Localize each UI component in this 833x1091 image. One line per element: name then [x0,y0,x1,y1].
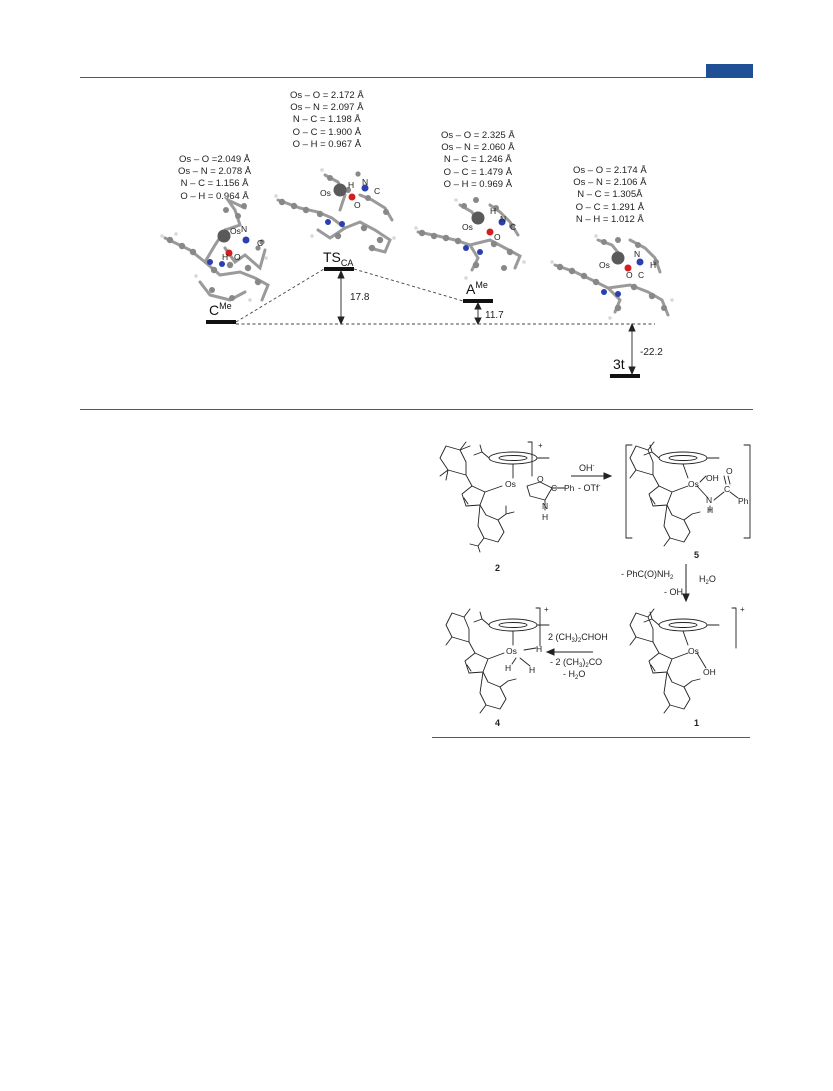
bond-table-cme: Os – O =2.049 Å Os – N = 2.078 Å N – C = 1.156 Å O – H = 0.964 Å [178,154,252,202]
compound-label-4: 4 [495,718,501,728]
svg-text:H: H [505,663,512,673]
scheme-rule [432,737,750,738]
svg-text:H: H [529,665,536,675]
svg-text:Ph: Ph [564,483,575,493]
svg-text:O: O [626,270,633,280]
cond-oh: OH- [579,463,595,473]
cond-h2o: $H_2O$ [699,574,716,586]
svg-text:Os: Os [320,188,331,198]
svg-text:H: H [536,644,543,654]
svg-text:H: H [707,505,714,515]
svg-text:C: C [551,483,558,493]
svg-text:N: N [542,501,549,511]
svg-text:C: C [257,238,264,248]
svg-text:Os: Os [688,479,699,489]
energy-tsca: 17.8 [350,292,370,303]
charge-1: + [740,605,745,614]
cond-ipa: 2 $(CH_3)_2CHOH$ [548,632,608,644]
svg-text:O: O [494,232,501,242]
svg-text:H: H [490,206,497,216]
compound-label-5: 5 [694,550,700,560]
svg-text:H: H [650,260,657,270]
label-3t: 3t [613,356,625,372]
svg-text:Os: Os [462,222,473,232]
label-tsca: $TS_{CA}$ [323,249,354,268]
compound-2-structure [440,442,565,552]
compound-4-structure [446,608,549,713]
svg-text:N: N [634,249,641,259]
svg-text:Os: Os [599,260,610,270]
svg-text:N: N [706,495,713,505]
svg-text:Os: Os [505,479,516,489]
compound-5-structure [626,442,750,546]
svg-text:Os: Os [230,226,241,236]
compound-1-structure [630,608,736,713]
svg-text:Os: Os [506,646,517,656]
cond-oh-loss: - OH [664,587,683,597]
svg-text:OH: OH [703,667,716,677]
svg-text:C: C [724,484,731,494]
svg-text:C: C [510,222,517,232]
energy-ame: 11.7 [485,310,504,321]
charge-4: + [544,605,549,614]
cond-phconh2: - $PhC(O)NH_2$ [621,569,674,581]
cond-acetone: - 2 $(CH_3)_2CO$ [550,657,603,669]
svg-text:N: N [362,177,369,187]
svg-text:O: O [354,200,361,210]
svg-text:O: O [537,474,544,484]
label-cme: $C^{Me}$ [209,301,232,318]
svg-text:O: O [234,252,241,262]
compound-label-1: 1 [694,718,700,728]
label-ame: $A^{Me}$ [466,280,488,297]
bond-table-ame: Os – O = 2.325 Å Os – N = 2.060 Å N – C = 1.246 Å O – C = 1.479 Å O – H = 0.969 Å [441,130,515,190]
cond-otf: - OTf- [578,483,601,493]
svg-text:Os: Os [688,646,699,656]
svg-text:H: H [222,252,229,262]
svg-text:H: H [348,180,355,190]
svg-text:C: C [374,186,381,196]
svg-text:C: C [638,270,645,280]
svg-text:O: O [726,466,733,476]
cond-water: - $H_2O$ [563,669,586,681]
charge-2: + [538,441,543,450]
bond-table-3t: Os – O = 2.174 Å Os – N = 2.106 Å N – C = 1.305Å O – C = 1.291 Å N – H = 1.012 Å [573,165,647,225]
svg-text:OH: OH [706,473,719,483]
svg-text:N: N [500,214,507,224]
compound-label-2: 2 [495,563,501,573]
energy-3t: -22.2 [640,347,663,358]
bond-table-tsca: Os – O = 2.172 Å Os – N = 2.097 Å N – C = 1.198 Å O – C = 1.900 Å O – H = 0.967 Å [290,90,364,150]
svg-text:Ph: Ph [738,496,749,506]
svg-text:N: N [241,224,248,234]
svg-text:H: H [542,512,549,522]
